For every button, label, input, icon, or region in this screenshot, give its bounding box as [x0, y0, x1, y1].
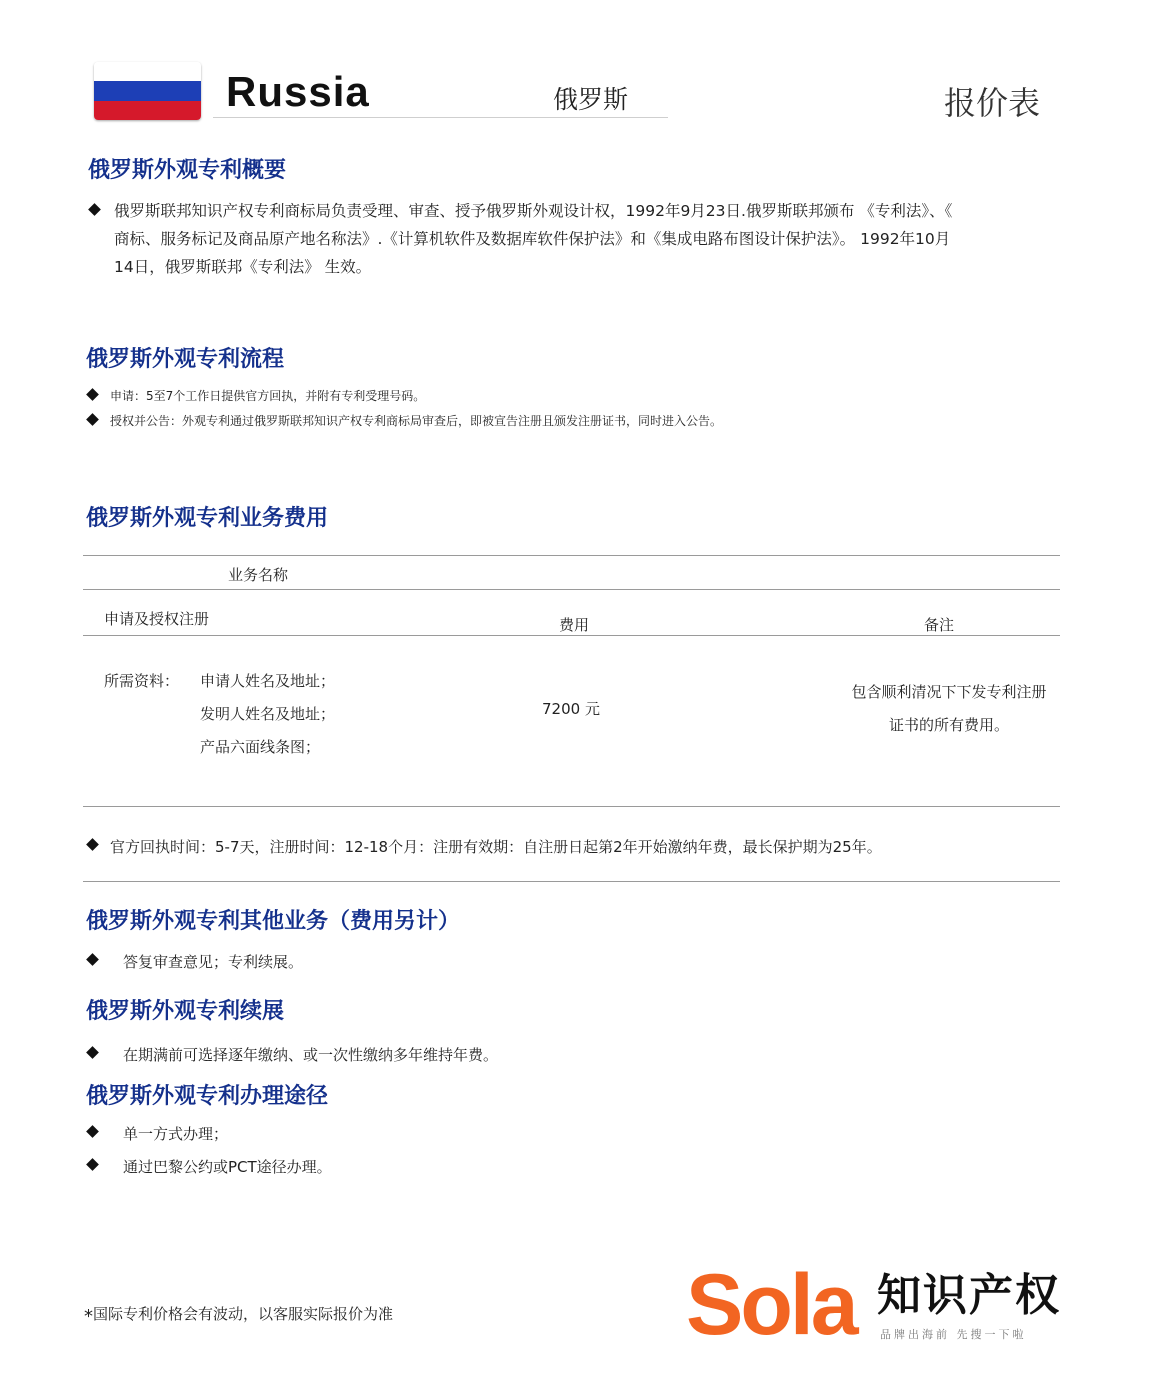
material-item: 产品六面线条图；: [200, 738, 321, 756]
brand-logo-cn: 知识产权: [877, 1270, 1061, 1321]
brand-slogan: 品牌出海前 先搜一下啦: [880, 1328, 1027, 1341]
header-divider: [213, 117, 668, 118]
row-category: 申请及授权注册: [104, 610, 210, 628]
bullet-diamond-icon: [86, 953, 99, 966]
process-item-grant: 授权并公告：外观专利通过俄罗斯联邦知识产权专利商标局审查后，即被宣告注册且颁发注册证书，同时进入公告。: [110, 414, 723, 428]
col-note: 备注: [924, 616, 955, 634]
col-fee: 费用: [559, 616, 590, 634]
disclaimer: [84, 1303, 393, 1327]
overview-line-1: 俄罗斯联邦知识产权专利商标局负责受理、审查、授予俄罗斯外观设计权，1992年9月23日.俄罗斯联邦颁布 《专利法》、《: [114, 202, 953, 220]
fees-heading: 俄罗斯外观专利业务费用: [86, 506, 329, 531]
section-divider: [83, 881, 1060, 882]
fee-note-line-2: 证书的所有费用。: [888, 716, 1009, 734]
renewal-item: 在期满前可选择逐年缴纳、或一次性缴纳多年维持年费。: [123, 1046, 499, 1064]
route-item: 通过巴黎公约或PCT途径办理。: [123, 1158, 332, 1176]
bullet-diamond-icon: [86, 413, 99, 426]
materials-label: 所需资料：: [104, 672, 180, 690]
col-service-name: 业务名称: [228, 566, 289, 584]
bullet-diamond-icon: [86, 388, 99, 401]
document-type: 报价表: [944, 84, 1041, 122]
other-item: 答复审查意见；专利续展。: [123, 953, 304, 971]
bullet-diamond-icon: [86, 1046, 99, 1059]
russia-flag: [94, 62, 201, 120]
country-name-cn: 俄罗斯: [553, 85, 629, 114]
other-heading: 俄罗斯外观专利其他业务（费用另计）: [86, 909, 461, 934]
brand-logo: Sola: [686, 1257, 856, 1353]
overview-line-3: 14日，俄罗斯联邦《专利法》 生效。: [114, 258, 372, 276]
overview-heading: 俄罗斯外观专利概要: [88, 158, 287, 183]
bullet-diamond-icon: [86, 838, 99, 851]
asterisk-icon: *: [84, 1306, 93, 1327]
flag-blue-stripe: [94, 81, 201, 100]
table-bottom-line: [83, 806, 1060, 807]
table-header-line: [83, 589, 1060, 590]
timeline-note: 官方回执时间：5-7天，注册时间：12-18个月：注册有效期：自注册日起第2年开始激纳年费，最长保护期为25年。: [110, 838, 882, 856]
bullet-diamond-icon: [88, 203, 101, 216]
table-top-line: [83, 555, 1060, 556]
process-heading: 俄罗斯外观专利流程: [86, 347, 285, 372]
material-item: 发明人姓名及地址；: [200, 705, 336, 723]
flag-red-stripe: [94, 101, 201, 120]
overview-line-2: 商标、服务标记及商品原产地名称法》.《计算机软件及数据库软件保护法》和《集成电路布图设计保护法》。 1992年10月: [114, 230, 951, 248]
country-name-en: Russia: [226, 68, 370, 115]
fee-amount: 7200 元: [542, 700, 600, 718]
fee-note-line-1: 包含顺利清况下下发专利注册: [851, 683, 1047, 701]
renewal-heading: 俄罗斯外观专利续展: [86, 999, 285, 1024]
disclaimer-text: 国际专利价格会有波动，以客服实际报价为准: [93, 1305, 394, 1323]
bullet-diamond-icon: [86, 1158, 99, 1171]
material-item: 申请人姓名及地址；: [200, 672, 336, 690]
route-heading: 俄罗斯外观专利办理途径: [86, 1084, 329, 1109]
process-item-apply: 申请：5至7个工作日提供官方回执，并附有专利受理号码。: [110, 389, 426, 403]
table-row-line: [83, 635, 1060, 636]
flag-white-stripe: [94, 62, 201, 81]
bullet-diamond-icon: [86, 1125, 99, 1138]
route-item: 单一方式办理；: [123, 1125, 229, 1143]
